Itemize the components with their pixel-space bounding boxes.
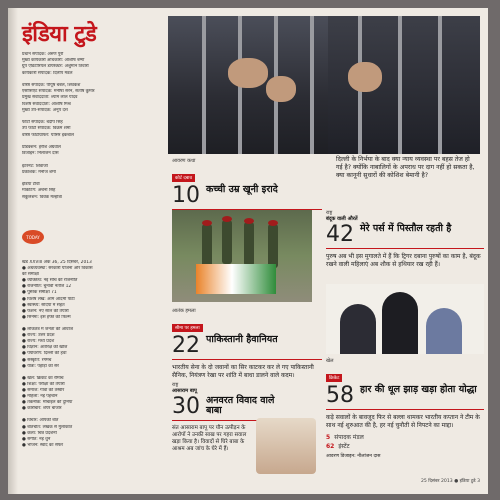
page-footer: 25 दिसंबर 2013 ● इंडिया टुडे 3 bbox=[421, 479, 480, 484]
contents-list-item[interactable]: ● सिनेमा: इस हफ्ते की फिल्में bbox=[22, 314, 71, 320]
story-summary: पुरुष अब भी इस मुगालते में हैं कि ट्रिगर दबाना पुरुषों का काम है, बंदूक रखने वाली महिलाएं अब शौक से हथियार रख रही हैं। bbox=[326, 253, 481, 268]
section-label: आतंक हमला bbox=[172, 308, 196, 314]
story-summary: कड़े सवालों के बावजूद फिर से बल्ला थामकर भारतीय कप्तान ने टीम के साथ नई शुरुआत की है, हर नई चुनौती से निपटने का माद्दा। bbox=[326, 414, 480, 429]
section-sublabel: बंदूक वाली औरतें bbox=[326, 216, 358, 222]
contents-list-item[interactable]: ● महिला: नई पहचान bbox=[22, 394, 58, 400]
list-item[interactable]: 5 संपादक मंडल bbox=[326, 434, 364, 441]
masthead-line: वरिष्ठ संपादक: पीयूष बबेले, शिवकेश bbox=[22, 83, 81, 89]
page-number: 58 bbox=[326, 383, 354, 408]
pakistan-story-entry[interactable] bbox=[172, 308, 322, 380]
section-tag: क्रिकेट bbox=[326, 374, 342, 382]
masthead-line: प्रमुख संवाददाता: श्याम लाल यादव bbox=[22, 95, 78, 101]
soldiers-photo bbox=[172, 210, 312, 302]
masthead-line: मुख्य उप-संपादक: अनूप दत्त bbox=[22, 107, 68, 113]
masthead-line: एसोसिएट संपादक: मनीषा सरन, संतोष कुमार bbox=[22, 89, 95, 95]
masthead-line: मुख्य कार्यकारी अधिकारी: आशीष बग्गा bbox=[22, 58, 85, 64]
section-label: खेल bbox=[326, 358, 334, 364]
masthead-line: प्रोडक्शन: हरीश अग्रवाल bbox=[22, 145, 61, 151]
masthead-line: डिजाइन: निलांजन दास bbox=[22, 151, 59, 157]
masthead-line: इंटरनेट: शिवाजी bbox=[22, 163, 48, 169]
cover-story-blurb: दिल्ली के निर्भया के बाद क्या न्याय व्यवस्था पर बहस तेज हो गई है? क्योंकि नाबालिगों के अपराध पर दाग नहीं हो सकता है, क्या कानूनी सुधारों की कोशिश बेमानी है? bbox=[336, 156, 475, 179]
page-number: 30 bbox=[172, 394, 200, 419]
contents-list-item[interactable]: ● शिक्षा: परीक्षा की तैयारी bbox=[22, 381, 65, 387]
cricket-story-entry[interactable] bbox=[326, 358, 484, 461]
cover-story-entry[interactable] bbox=[172, 158, 322, 210]
masthead-line: इंडिया टीवी bbox=[22, 182, 40, 188]
cover-image-prison-bars-right bbox=[328, 16, 480, 154]
story-summary: संत आसाराम बापू पर यौन उत्पीड़न के आरोपों ने उनकी साख पर गहरा सवाल खड़ा किया है। विवादों से घिरे बाबा के आश्रम अब जांच के घेरे में हैं। bbox=[172, 425, 247, 452]
masthead-line: फोटो संपादक: बंदीप सिंह bbox=[22, 120, 63, 126]
story-summary: भारतीय सेना के दो जवानों का सिर काटकर कर ले गए पाकिस्तानी सैनिक, नियंत्रण रेखा पर शांति में बाधा डालने वाले कदम। bbox=[172, 364, 314, 379]
contents-list-item[interactable]: ● बातचीत: लेखक से मुलाकात bbox=[22, 424, 73, 430]
section-label: राष्ट्र bbox=[172, 382, 179, 388]
contents-list-item[interactable]: ● तकनीक: मोबाइल की दुनिया bbox=[22, 400, 73, 406]
magazine-page bbox=[8, 8, 488, 494]
masthead-line: कार्यकारी संपादक: दिलीप मंडल bbox=[22, 70, 73, 76]
page-spine bbox=[8, 8, 18, 494]
story-headline: अनवरत विवाद वाले बाबा bbox=[206, 395, 275, 416]
story-headline: हार की धूल झाड़ खड़ा होता योद्धा bbox=[360, 384, 477, 395]
masthead-line: मार्केटिंग: अर्चना सिंह bbox=[22, 188, 56, 194]
women-story-entry[interactable] bbox=[326, 210, 484, 269]
contents-list-item[interactable]: की समीक्षा bbox=[22, 272, 39, 278]
women-with-guns-photo bbox=[326, 284, 484, 354]
contents-list-item[interactable]: ● अर्थव्यवस्था: सरकारी योजना और विकास bbox=[22, 266, 93, 272]
seal-icon: TODAY bbox=[22, 230, 44, 244]
section-label: आवरण कथा bbox=[172, 158, 196, 164]
masthead-line: प्रधान संपादक: अरुण पुरी bbox=[22, 52, 64, 57]
masthead-credits bbox=[22, 52, 170, 201]
contents-list-item[interactable]: ● विचार: आपकी बात bbox=[22, 418, 59, 424]
contents-list-item[interactable]: ● स्वास्थ्य: सर्दियों में सेहत bbox=[22, 302, 65, 308]
contents-list-item[interactable]: ● राजनीति: चुनावी नतीजे 12 bbox=[22, 284, 72, 290]
page-number: 10 bbox=[172, 183, 200, 208]
contents-list-item[interactable]: ● व्यक्तित्व: नई सोच की राजनीति bbox=[22, 278, 78, 284]
page-number: 22 bbox=[172, 333, 200, 358]
baba-portrait-photo bbox=[256, 418, 316, 474]
contents-list-item[interactable]: ● खेल: क्रिकेट का रोमांच bbox=[22, 375, 64, 381]
contents-list-item[interactable]: ● यात्रा: पहाड़ों की सैर bbox=[22, 363, 59, 369]
magazine-logo: इंडिया टुडे bbox=[22, 22, 97, 47]
section-label: राष्ट्र bbox=[326, 210, 333, 216]
story-headline: मेरे पर्स में पिस्तौल रहती है bbox=[360, 223, 452, 234]
masthead-line: ग्रुप एडिटोरियल डायरेक्टर: अंशुमान तिवारी bbox=[22, 64, 89, 70]
contents-list-item[interactable]: ● संगीत: नई धुनें bbox=[22, 436, 51, 442]
contents-list-item[interactable]: ● लोकतंत्र में जनता की आवाज bbox=[22, 327, 74, 333]
contents-list-item[interactable]: ● राज्य: मध्य प्रदेश bbox=[22, 339, 55, 345]
story-headline: पाकिस्तानी हैवानियत bbox=[206, 334, 278, 345]
masthead-column bbox=[22, 18, 170, 488]
contents-list-item[interactable]: ● संस्कृति: रंगमंच bbox=[22, 357, 52, 363]
contents-list-item[interactable]: ● भोजन: स्वाद का सफर bbox=[22, 442, 64, 448]
contents-list bbox=[22, 260, 170, 449]
contents-list-item[interactable]: खंड XXVIII अंक 36, 25 दिसंबर, 2013 bbox=[22, 260, 92, 265]
cover-credit: आवरण डिजाइन: नीलांजन दास bbox=[326, 454, 381, 459]
contents-list-item[interactable]: ● पर्यावरण: दिल्ली की हवा bbox=[22, 351, 67, 357]
masthead-line: वरिष्ठ फोटोग्राफर: यासिर इकबाल bbox=[22, 132, 75, 138]
regulars-list bbox=[326, 433, 484, 451]
list-item[interactable]: 62 इंस्टेंट bbox=[326, 443, 350, 450]
contents-list-item[interactable]: ● फैशन: नए साल की तैयारी bbox=[22, 308, 69, 314]
cover-image-prison-bars bbox=[168, 16, 328, 154]
contents-list-item[interactable]: ● कला: चित्र प्रदर्शनी bbox=[22, 430, 57, 436]
masthead-line: प्रकाशक: मनोज शर्मा bbox=[22, 169, 56, 175]
story-headline: कच्ची उम्र खूनी इरादे bbox=[206, 184, 278, 195]
contents-list-item[interactable]: ● राज्य: उत्तर प्रदेश bbox=[22, 333, 55, 339]
contents-list-item[interactable]: ● विज्ञान: अंतरिक्ष की खोज bbox=[22, 345, 68, 351]
masthead-line: विशेष संवाददाता: आशीष मिश्र bbox=[22, 101, 71, 107]
section-tag: कोर्ट दबाव bbox=[172, 174, 195, 182]
contents-list-item[interactable]: ● समाज: गांवों की तस्वीर bbox=[22, 387, 65, 393]
section-tag: सीमा पर हमला bbox=[172, 324, 203, 332]
section-sublabel: आसाराम बापू bbox=[172, 388, 197, 394]
contents-list-item[interactable]: ● कारोबार: शेयर बाजार bbox=[22, 406, 62, 412]
contents-list-item[interactable]: ● विशेष लेख: आम आदमी पार्टी bbox=[22, 296, 75, 302]
contents-list-item[interactable]: ● पुस्तक समीक्षा 71 bbox=[22, 290, 57, 296]
masthead-line: सर्कुलेशन: विवेक मल्होत्रा bbox=[22, 194, 62, 200]
masthead-line: उप फोटो संपादक: विक्रम शर्मा bbox=[22, 126, 71, 132]
page-number: 42 bbox=[326, 222, 354, 247]
